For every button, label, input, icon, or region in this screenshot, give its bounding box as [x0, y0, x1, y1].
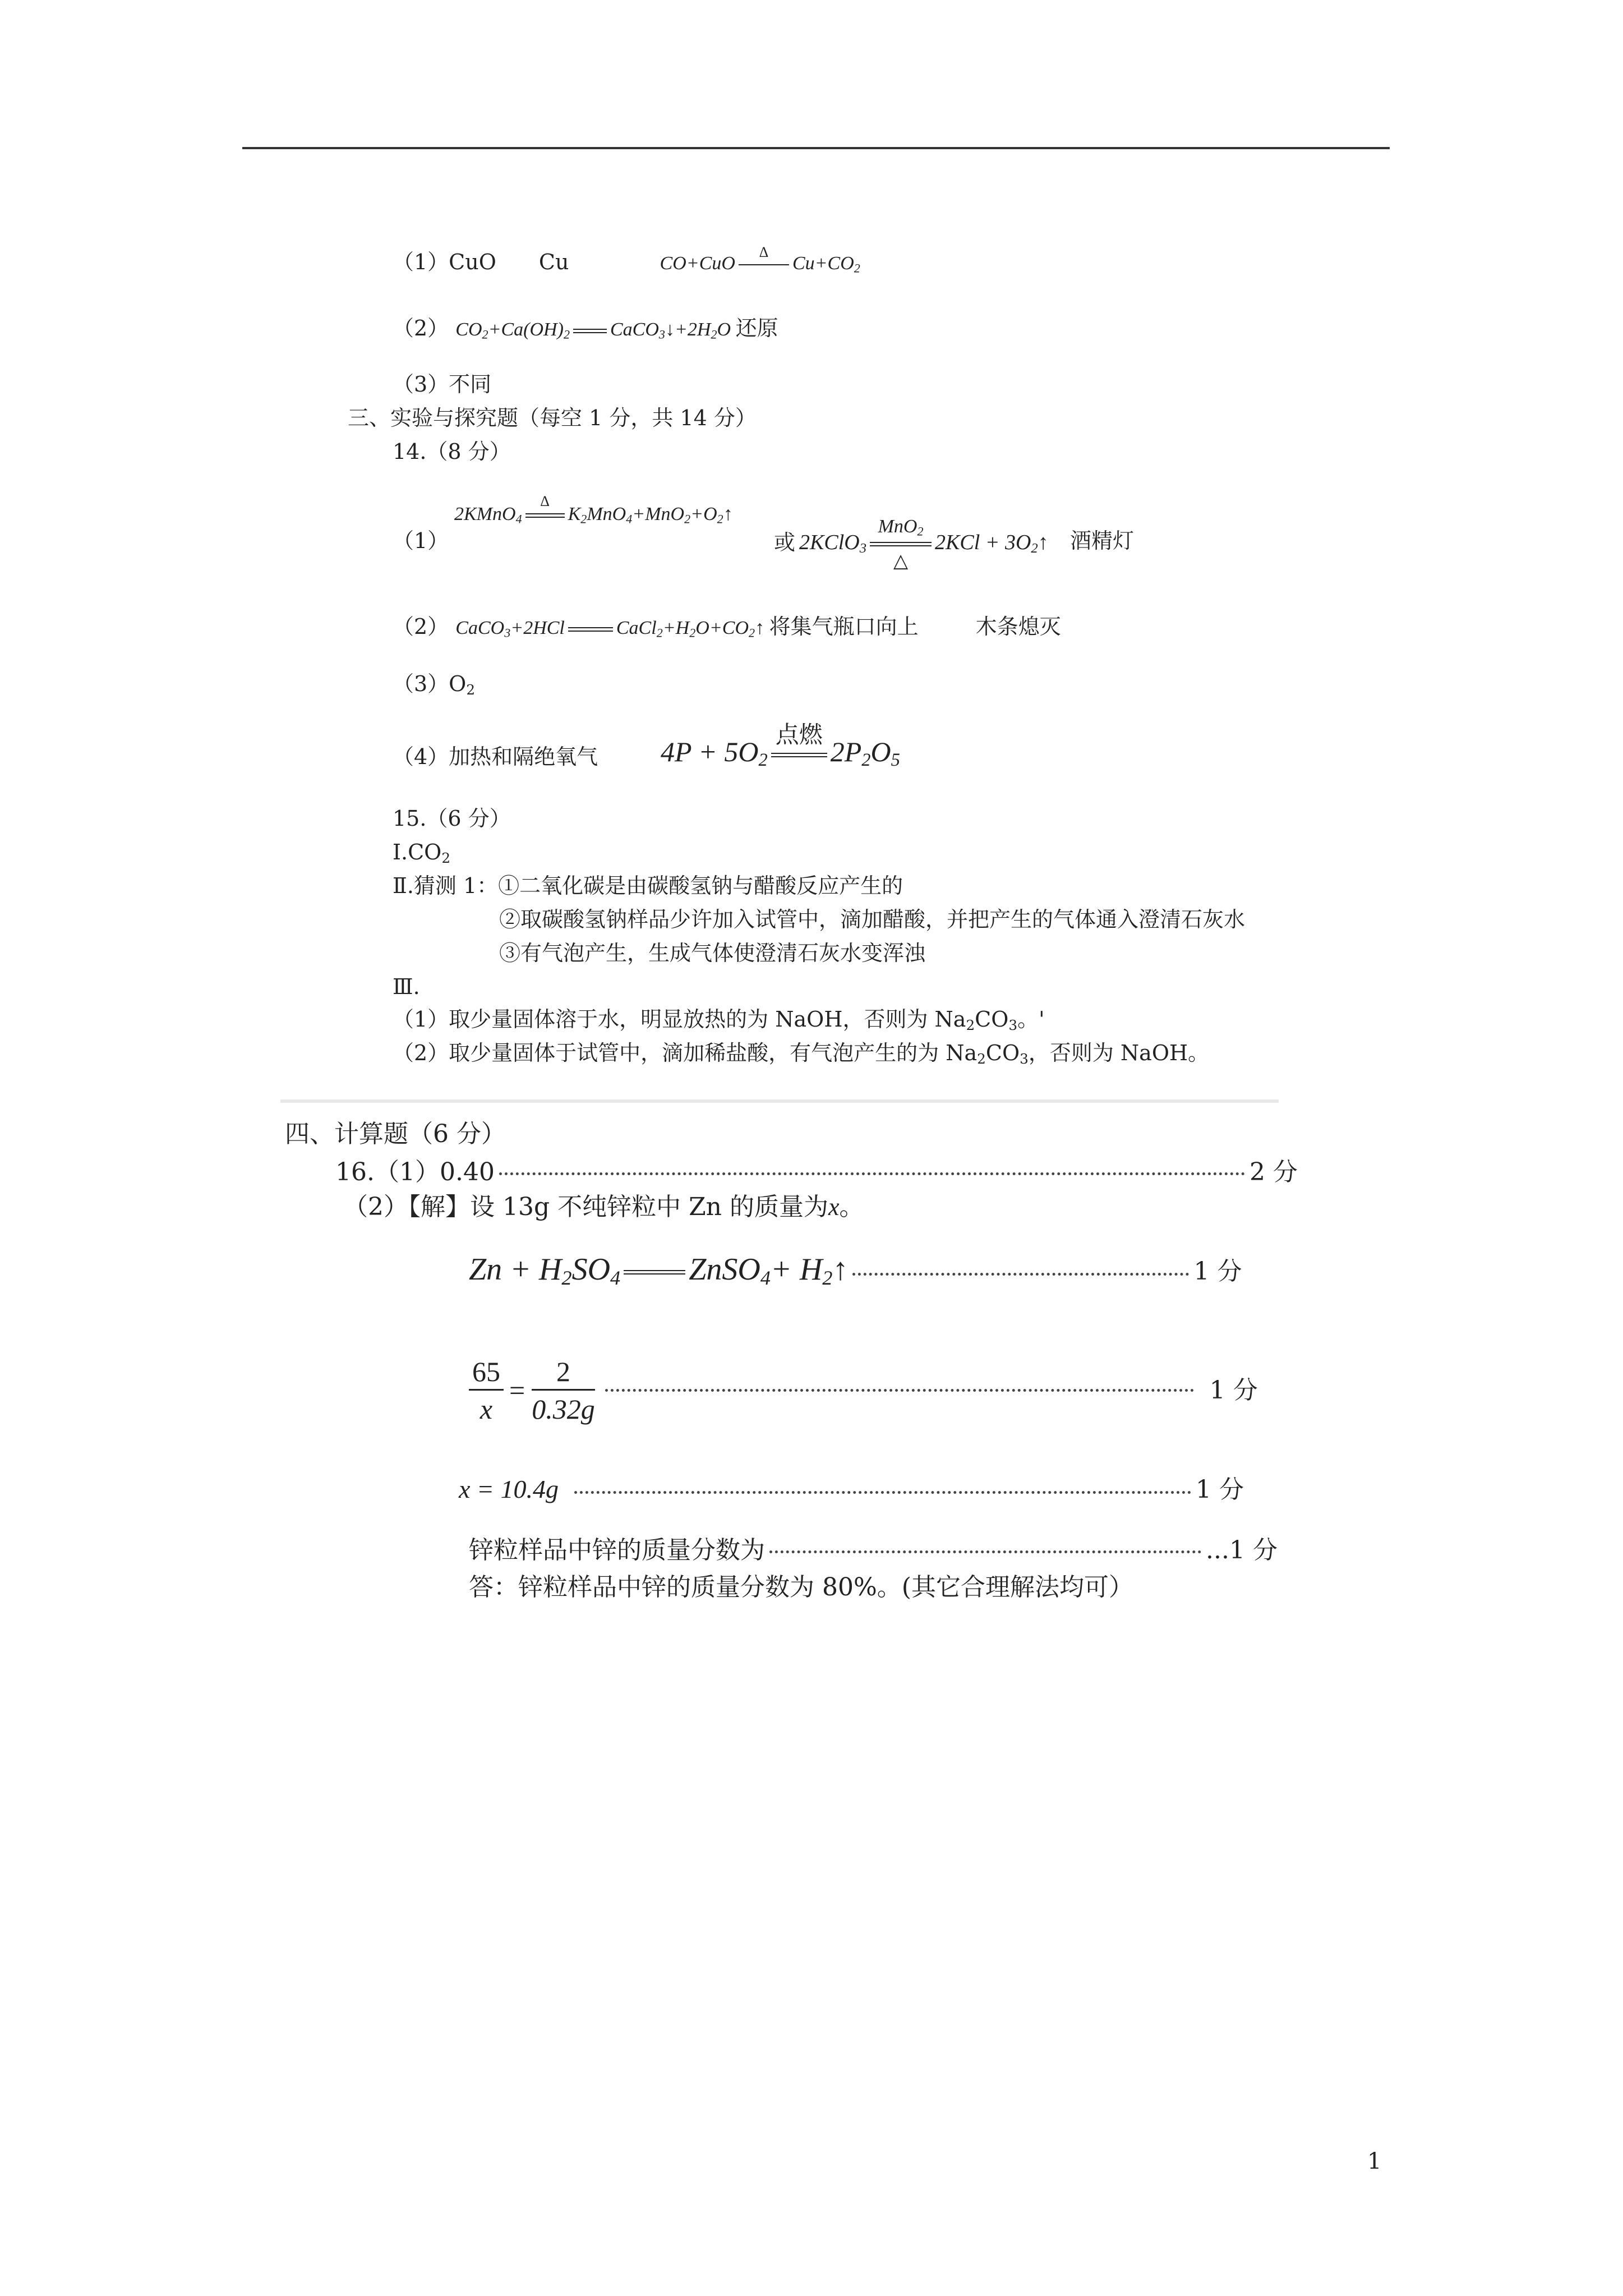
- subscript: 3: [859, 541, 867, 556]
- subscript: 2: [917, 524, 924, 539]
- q15-ii-3: ③有气泡产生，生成气体使澄清石灰水变浑浊: [499, 941, 926, 965]
- variable: x: [828, 1193, 840, 1221]
- subscript: 2: [1031, 541, 1038, 556]
- q13-part1-equation: [660, 244, 860, 275]
- subscript: 3: [504, 625, 511, 640]
- q15-iii-2-text: CO: [985, 1041, 1020, 1065]
- eq-right: +MnO: [632, 504, 685, 524]
- dot-leader: [769, 1550, 1201, 1553]
- score: 1 分: [1195, 1475, 1244, 1504]
- eq-right: + H: [771, 1252, 823, 1287]
- numerator: 65: [469, 1358, 504, 1391]
- q16-part1: [335, 1160, 1298, 1185]
- q14-part1-tail: 酒精灯: [1070, 528, 1135, 553]
- eq-left: SO: [571, 1252, 611, 1287]
- score: 1 分: [1193, 1257, 1242, 1286]
- q15-iii-1-text: CO: [975, 1007, 1009, 1032]
- condition: △: [893, 551, 909, 572]
- subscript: 2: [482, 327, 488, 342]
- equals-sign: [624, 1270, 685, 1274]
- eq-left: 4P + 5O: [661, 736, 759, 767]
- q14-part2-equation: [455, 618, 769, 638]
- zn-equation: [469, 1254, 1242, 1289]
- q14-part3-text: （3）O: [393, 671, 467, 696]
- section4-title: 四、计算题（6 分）: [285, 1120, 506, 1148]
- q14-part2-label: （2）: [393, 614, 449, 639]
- eq-right: MnO: [587, 504, 626, 524]
- up-arrow-icon: ↑: [1038, 531, 1049, 554]
- dot-leader: [852, 1273, 1189, 1276]
- q15-i-text: Ⅰ.CO: [393, 840, 442, 864]
- eq-tail: O: [717, 319, 731, 340]
- q14-part2-text1: 将集气瓶口向上: [769, 614, 919, 639]
- header-rule: [242, 147, 1390, 149]
- subscript: 4: [760, 1267, 771, 1290]
- subscript: 2: [854, 261, 860, 275]
- result: x = 10.4g: [459, 1475, 559, 1503]
- subscript: 2: [689, 625, 696, 640]
- subscript: 2: [749, 625, 755, 640]
- subscript: 4: [610, 1267, 621, 1290]
- x-result: [459, 1476, 1244, 1502]
- eq-tail: ↓+2H: [665, 319, 711, 340]
- q14-part1-equation2: [799, 516, 1049, 572]
- eq-left: CaCO: [455, 618, 505, 638]
- condition: Δ: [759, 244, 769, 261]
- subscript: 2: [822, 1267, 833, 1290]
- eq-right: 2P: [830, 736, 862, 767]
- equation: [469, 1252, 849, 1290]
- subscript: 2: [563, 327, 570, 342]
- subscript: 2: [684, 512, 691, 526]
- score: 1 分: [1209, 1375, 1258, 1405]
- dot-leader: [605, 1389, 1194, 1392]
- eq-right: +H: [662, 618, 690, 638]
- eq-right: O+CO: [695, 618, 749, 638]
- equals-sign: [573, 329, 607, 333]
- eq-left: 2KClO: [799, 531, 860, 554]
- subscript: 2: [966, 1017, 975, 1034]
- page-number: 1: [1367, 2148, 1382, 2174]
- mass-fraction: [469, 1538, 1278, 1563]
- subscript: 2: [711, 327, 717, 342]
- subscript: 3: [1020, 1051, 1029, 1068]
- eq-right: ZnSO: [689, 1252, 760, 1287]
- q15-ii-1: Ⅱ.猜测 1：①二氧化碳是由碳酸氢钠与醋酸反应产生的: [393, 873, 903, 898]
- catalyst-equals: [870, 516, 932, 572]
- q13-part3: （3）不同: [393, 372, 492, 397]
- q14-part4-equation: [661, 722, 900, 771]
- subscript: 2: [758, 750, 768, 771]
- equals-sign: =: [509, 1374, 525, 1406]
- condition: 点燃: [775, 722, 823, 748]
- q15-iii-2-text: （2）取少量固体于试管中，滴加稀盐酸，有气泡产生的为 Na: [393, 1041, 978, 1065]
- q15-i: [393, 841, 450, 866]
- ratio-equation: [469, 1358, 1258, 1423]
- q13-part2-label: （2）: [393, 316, 449, 341]
- q14-part2-text2: 木条熄灭: [975, 614, 1061, 639]
- subscript: 2: [977, 1051, 986, 1068]
- score: 2 分: [1249, 1158, 1298, 1186]
- heat-equals: [525, 493, 565, 518]
- subscript: 3: [658, 327, 665, 342]
- q15-iii-2-text: ，否则为 NaOH。: [1028, 1041, 1210, 1065]
- ignite-equals: [771, 722, 827, 757]
- up-arrow-icon: ↑: [755, 618, 765, 638]
- section3-title: 三、实验与探究题（每空 1 分，共 14 分）: [348, 406, 757, 430]
- q15-ii-2: ②取碳酸氢钠样品少许加入试管中，滴加醋酸，并把产生的气体通入澄清石灰水: [499, 907, 1246, 932]
- q15-iii-2: [393, 1042, 1209, 1066]
- q13-part1: [393, 244, 860, 275]
- denominator: x: [479, 1393, 493, 1425]
- mass-fraction-text: 锌粒样品中锌的质量分数为: [469, 1536, 765, 1565]
- period: 。: [839, 1193, 864, 1221]
- q14-part4-label: （4）加热和隔绝氧气: [393, 744, 598, 769]
- q13-part2-text: 还原: [735, 316, 778, 341]
- catalyst: [870, 517, 932, 538]
- scan-divider: [280, 1099, 1279, 1103]
- fraction-left: [469, 1358, 504, 1423]
- q14-part2: [393, 616, 1061, 639]
- fraction-right: [532, 1358, 595, 1423]
- q13-part1-label: （1）CuO Cu: [393, 250, 569, 274]
- eq-left: CO+CuO: [660, 253, 735, 274]
- eq-right: O: [870, 736, 891, 767]
- q14-part3: [393, 673, 475, 697]
- q15-iii-1: [393, 1009, 1045, 1033]
- up-arrow-icon: ↑: [723, 504, 733, 524]
- eq-left: Zn + H: [469, 1252, 562, 1287]
- subscript: 2: [861, 750, 871, 771]
- eq-right: 2KCl + 3O: [935, 531, 1031, 554]
- equals-sign: [568, 627, 613, 632]
- subscript: 3: [1008, 1017, 1018, 1034]
- dot-leader: [574, 1491, 1191, 1494]
- q15-header: 15.（6 分）: [393, 806, 511, 831]
- answer: 答：锌粒样品中锌的质量分数为 80%。(其它合理解法均可）: [469, 1573, 1133, 1602]
- eq-left: +2HCl: [510, 618, 565, 638]
- subscript: 2: [580, 512, 587, 526]
- q16-part2: [343, 1195, 864, 1220]
- eq-right: K: [568, 504, 581, 524]
- q14-part1-or: 或: [774, 530, 796, 555]
- q13-part2-equation: [455, 319, 735, 340]
- eq-left: CO: [455, 319, 482, 340]
- q15-iii: Ⅲ.: [393, 974, 420, 999]
- q14-header: 14.（8 分）: [393, 439, 511, 464]
- eq-mid: +Ca(OH): [488, 319, 564, 340]
- subscript: 4: [626, 512, 633, 526]
- numerator: 2: [532, 1358, 595, 1391]
- subscript: 2: [656, 625, 663, 640]
- denominator: 0.32g: [532, 1393, 595, 1425]
- eq-right: CaCl: [616, 618, 657, 638]
- catalyst-label: MnO: [878, 516, 917, 537]
- subscript: 2: [561, 1267, 572, 1290]
- q16-part2-text: （2）【解】设 13g 不纯锌粒中 Zn 的质量为: [343, 1193, 829, 1221]
- eq-right: CaCO: [610, 319, 659, 340]
- q14-part1-equation1: [454, 493, 733, 526]
- subscript: 4: [515, 512, 522, 526]
- subscript: 2: [441, 850, 451, 867]
- eq-left: 2KMnO: [454, 504, 516, 524]
- eq-right: Cu+CO: [792, 253, 854, 274]
- condition: Δ: [540, 493, 550, 510]
- q14-part1-label: （1）: [393, 528, 449, 553]
- up-arrow-icon: ↑: [832, 1252, 849, 1287]
- eq-right: +O: [690, 504, 717, 524]
- q15-iii-1-text: （1）取少量固体溶于水，明显放热的为 NaOH，否则为 Na: [393, 1007, 966, 1032]
- subscript: 2: [717, 512, 723, 526]
- q16-part1-text: 16.（1）0.40: [335, 1158, 495, 1186]
- q15-iii-1-text: 。': [1017, 1007, 1045, 1032]
- dot-leader: [499, 1172, 1245, 1175]
- subscript: 2: [466, 682, 476, 698]
- score: ...1 分: [1206, 1536, 1278, 1565]
- heat-arrow: [739, 244, 789, 265]
- subscript: 5: [891, 750, 900, 771]
- q13-part2: [393, 318, 778, 341]
